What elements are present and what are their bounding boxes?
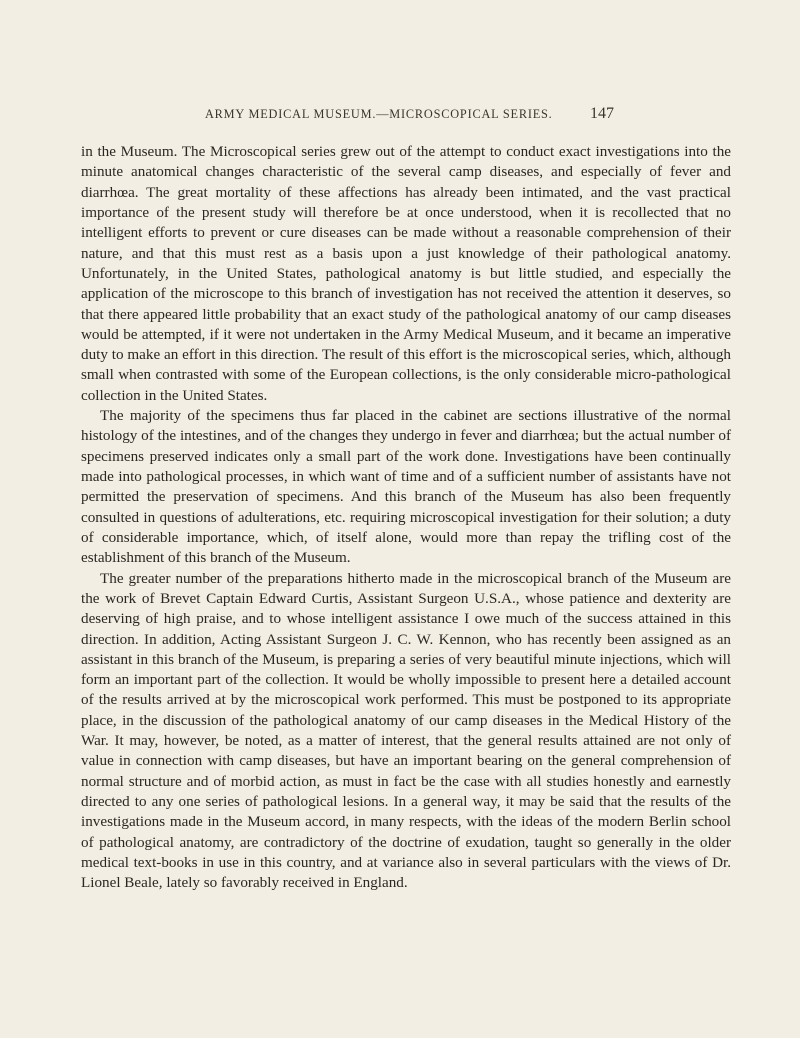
body-text (81, 142, 731, 894)
running-title: ARMY MEDICAL MUSEUM.—MICROSCOPICAL SERIES. (205, 107, 553, 121)
paragraph-1: in the Museum. The Microscopical series grew out of the attempt to conduct exact investigations into the minute anatomical changes characteristic of the several camp diseases, and especially of fever and diarrhœa. The great mortality of these affections has already been intimated, and the vast practical importance of the present study will therefore be at once understood, when it is recollected that no intelligent efforts to prevent or cure diseases can be made without a reasonable comprehension of their nature, and that this must rest as a basis upon a just knowledge of their pathological anatomy. Unfortunately, in the United States, pathological anatomy is but little studied, and especially the application of the microscope to this branch of investigation has not received the attention it deserves, so that there appeared little probability that an exact study of the pathological anatomy of our camp diseases would be attempted, if it were not undertaken in the Army Medical Museum, and it became an imperative duty to make an effort in this direction. The result of this effort is the microscopical series, which, although small when contrasted with some of the European collections, is the only considerable micro-pathological collection in the United States. (81, 143, 731, 404)
paragraph-2: The majority of the specimens thus far placed in the cabinet are sections illustrative of the normal histology of the intestines, and of the changes they undergo in fever and diarrhœa; but the actual number of specimens preserved indicates only a small part of the work done. Investigations have been continually made into pathological processes, in which want of time and of a sufficient number of assistants have not permitted the preservation of specimens. And this branch of the Museum has also been frequently consulted in questions of adulterations, etc. requiring microscopical investigation for their solution; a duty of considerable importance, which, of itself alone, would more than repay the trifling cost of the establishment of this branch of the Museum. (81, 407, 731, 567)
page-number: 147 (590, 105, 614, 122)
page-header (0, 105, 800, 127)
paragraph-3: The greater number of the preparations hitherto made in the microscopical branch of the Museum are the work of Brevet Captain Edward Curtis, Assistant Surgeon U.S.A., whose patience and dexterity are deserving of high praise, and to whose intelligent assistance I owe much of the success attained in this direction. In addition, Acting Assistant Surgeon J. C. W. Kennon, who has recently been assigned as an assistant in this branch of the Museum, is preparing a series of very beautiful minute injections, which will form an important part of the collection. It would be wholly impossible to present here a detailed account of the results arrived at by the microscopical work performed. This must be postponed to its appropriate place, in the discussion of the pathological anatomy of our camp diseases in the Medical History of the War. It may, however, be noted, as a matter of interest, that the general results attained are not only of value in connection with camp diseases, but have an important bearing on the general comprehension of normal structure and of morbid action, as must in fact be the case with all studies honestly and earnestly directed to any one series of pathological lesions. In a general way, it may be said that the results of the investigations made in the Museum accord, in many respects, with the ideas of the modern Berlin school of pathological anatomy, are contradictory of the doctrine of exudation, taught so generally in the older medical text-books in use in this country, and at variance also in several particulars with the views of Dr. Lionel Beale, lately so favorably received in England. (81, 569, 731, 892)
